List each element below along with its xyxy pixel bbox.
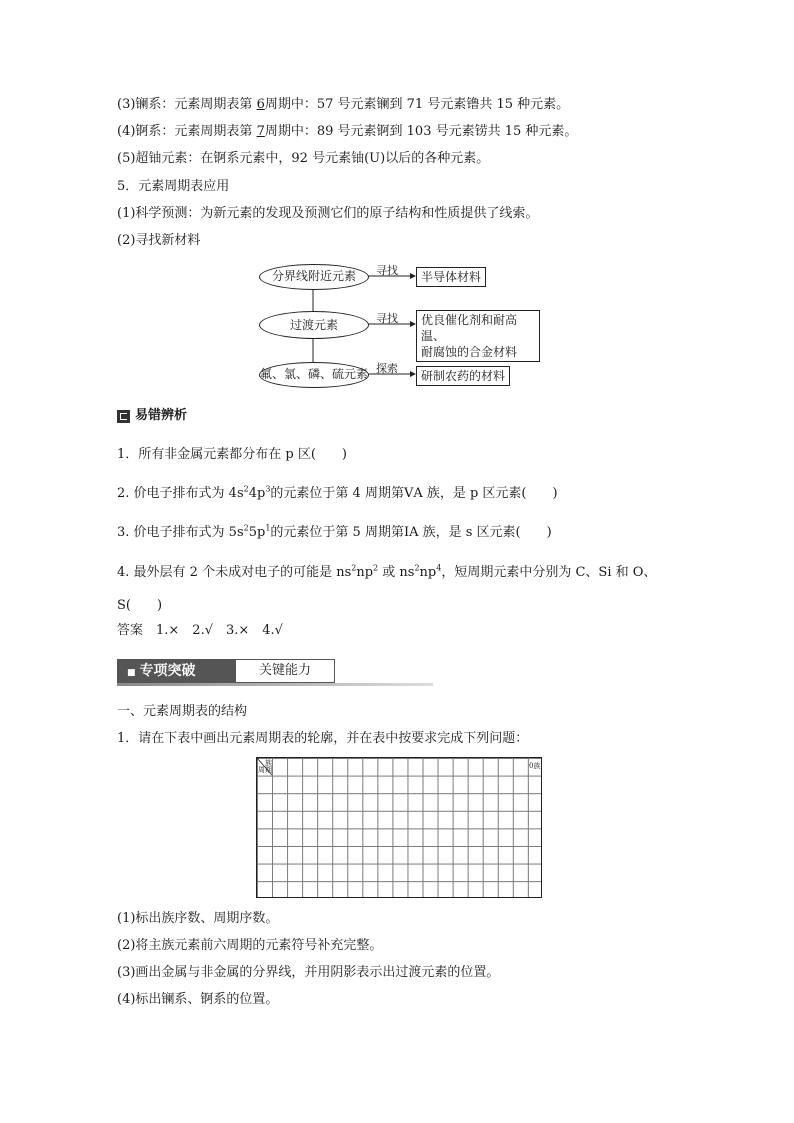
banner-dark-label: 专项突破 xyxy=(139,663,196,679)
q4-text-c: 或 ns xyxy=(378,565,415,580)
grid-label-group: 族 xyxy=(265,759,272,767)
answer-line: 答案 1.× 2.√ 3.× 4.√ xyxy=(117,623,283,638)
q4-text-e: ，短周期元素中分别为 C、Si 和 O、 xyxy=(441,565,657,580)
section1-item3: (3)画出金属与非金属的分界线，并用阴影表示出过渡元素的位置。 xyxy=(117,965,500,980)
q4-text-d: np xyxy=(419,565,437,580)
grid-label-zero-group: 0族 xyxy=(529,762,541,770)
pitfall-icon xyxy=(117,410,130,423)
banner-bar xyxy=(117,683,433,686)
pitfall-q4-cont: S( ) xyxy=(117,598,163,613)
banner-light: 关键能力 xyxy=(235,659,335,683)
actinide-period: 7 xyxy=(256,124,265,139)
section-banner xyxy=(117,656,433,686)
q2-text-b: 4p xyxy=(248,486,266,501)
materials-line: (2)寻找新材料 xyxy=(117,233,201,248)
section1-task: 1．请在下表中画出元素周期表的轮廓，并在表中按要求完成下列问题： xyxy=(117,731,529,746)
q4-sup3: 2 xyxy=(414,563,420,573)
lanthanide-text-b: 周期中：57 号元素镧到 71 号元素镥共 15 种元素。 xyxy=(264,97,570,112)
q2-sup2: 3 xyxy=(265,484,271,494)
arrow-1-label: 寻找 xyxy=(376,264,398,277)
arrow-2-label: 寻找 xyxy=(376,312,398,325)
result-catalyst-alloy xyxy=(416,310,540,362)
q4-text-a: 4. 最外层有 2 个未成对电子的可能是 ns xyxy=(117,565,352,580)
pitfall-q3 xyxy=(117,524,552,542)
pitfalls-heading: 易错辨析 xyxy=(135,408,188,423)
q3-text-c: 的元素位于第 5 周期第ⅠA 族，是 s 区元素( ) xyxy=(270,525,552,540)
diagram-connectors xyxy=(0,0,794,400)
lanthanide-text-a: (3)镧系：元素周期表第 xyxy=(117,97,257,112)
q4-sup1: 2 xyxy=(351,563,357,573)
node-boundary-elements: 分界线附近元素 xyxy=(259,264,369,290)
pitfall-q4 xyxy=(117,564,656,582)
result-semiconductor: 半导体材料 xyxy=(416,267,486,287)
actinide-text-b: 周期中：89 号元素锕到 103 号元素铹共 15 种元素。 xyxy=(264,124,578,139)
section1-item4: (4)标出镧系、锕系的位置。 xyxy=(117,992,279,1007)
transuranium-line: (5)超铀元素：在锕系元素中，92 号元素铀(U)以后的各种元素。 xyxy=(117,151,490,166)
grid-label-period: 周期 xyxy=(258,766,272,774)
result-catalyst-line2: 耐腐蚀的合金材料 xyxy=(421,345,518,359)
result-catalyst-line1: 优良催化剂和耐高温、 xyxy=(421,313,518,343)
pitfall-q1: 1．所有非金属元素都分布在 p 区( ) xyxy=(117,447,348,462)
pitfall-q2 xyxy=(117,485,558,503)
q4-text-b: np xyxy=(356,565,374,580)
section1-title: 一、元素周期表的结构 xyxy=(117,704,248,719)
actinide-text-a: (4)锕系：元素周期表第 xyxy=(117,124,257,139)
q4-sup4: 4 xyxy=(436,563,442,573)
section5-heading: 5．元素周期表应用 xyxy=(117,179,230,194)
q2-text-c: 的元素位于第 4 周期第ⅤA 族，是 p 区元素( ) xyxy=(270,486,558,501)
q3-text-a: 3. 价电子排布式为 5s xyxy=(117,525,244,540)
node-transition-elements: 过渡元素 xyxy=(259,311,369,339)
node-fcps-elements: 氟、氯、磷、硫元素 xyxy=(259,362,369,388)
q4-sup2: 2 xyxy=(373,563,379,573)
q3-sup2: 1 xyxy=(265,523,271,533)
lanthanide-period: 6 xyxy=(256,97,265,112)
q3-text-b: 5p xyxy=(248,525,266,540)
banner-dark xyxy=(117,659,235,683)
arrow-3-label: 探索 xyxy=(376,362,398,375)
section1-item1: (1)标出族序数、周期序数。 xyxy=(117,911,279,926)
result-pesticide: 研制农药的材料 xyxy=(416,366,510,386)
q2-text-a: 2. 价电子排布式为 4s xyxy=(117,486,244,501)
predict-line: (1)科学预测：为新元素的发现及预测它们的原子结构和性质提供了线索。 xyxy=(117,206,539,221)
q3-sup1: 2 xyxy=(243,523,249,533)
banner-square-icon: ■ xyxy=(127,668,136,678)
q2-sup1: 2 xyxy=(243,484,249,494)
section1-item2: (2)将主族元素前六周期的元素符号补充完整。 xyxy=(117,938,383,953)
periodic-table-grid[interactable] xyxy=(256,757,542,898)
